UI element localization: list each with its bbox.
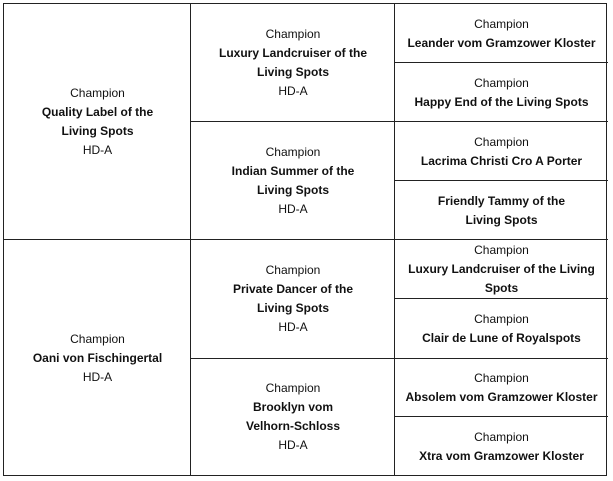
great-grandparent-cell: [395, 417, 608, 476]
grandparent-cell: [191, 4, 395, 122]
grandparent-cell: [191, 240, 395, 358]
dog-name: Lacrima Christi Cro A Porter: [420, 153, 583, 168]
dog-title: Champion: [474, 134, 529, 149]
dog-name: Friendly Tammy of the Living Spots: [437, 193, 566, 227]
dog-title: Champion: [265, 145, 321, 159]
dog-name: Leander vom Gramzower Kloster: [407, 35, 596, 50]
dog-title: Champion: [70, 331, 125, 346]
great-grandparent-cell: [395, 122, 608, 181]
dog-name: Oani von Fischingertal: [32, 350, 163, 365]
pedigree-table: [3, 3, 607, 476]
dog-title: Champion: [265, 27, 321, 41]
dog-title: Champion: [265, 381, 321, 395]
great-grandparent-cell: [395, 4, 608, 63]
dog-name: Absolem vom Gramzower Kloster: [405, 389, 598, 404]
dog-title: Champion: [474, 311, 529, 326]
dog-registration: HD-A: [278, 84, 308, 98]
great-grandparent-cell: [395, 358, 608, 417]
dog-registration: HD-A: [82, 143, 113, 157]
dog-registration: HD-A: [82, 369, 113, 384]
dog-title: Champion: [265, 263, 321, 277]
dog-title: Champion: [474, 75, 529, 90]
dog-name: Happy End of the Living Spots: [414, 94, 589, 109]
great-grandparent-cell: [395, 181, 608, 240]
sire-cell: [4, 4, 191, 240]
dog-name: Luxury Landcruiser of the Living Spots: [408, 262, 595, 295]
dog-name: Brooklyn vom Velhorn-Schloss: [245, 400, 341, 433]
grandparent-cell: [191, 122, 395, 240]
dog-title: Champion: [474, 16, 529, 31]
dog-title: Champion: [474, 429, 529, 444]
dog-name: Indian Summer of the Living Spots: [231, 164, 355, 197]
dog-registration: HD-A: [278, 202, 308, 216]
dog-title: Champion: [474, 243, 529, 257]
dog-title: Champion: [70, 86, 125, 100]
dog-name: Clair de Lune of Royalspots: [422, 330, 581, 345]
dog-name: Luxury Landcruiser of the Living Spots: [218, 46, 368, 79]
great-grandparent-cell: [395, 299, 608, 358]
dog-name: Quality Label of the Living Spots: [41, 105, 154, 138]
dog-registration: HD-A: [278, 320, 308, 334]
great-grandparent-cell: [395, 240, 608, 299]
grandparent-cell: [191, 358, 395, 476]
dog-title: Champion: [474, 370, 529, 385]
dog-registration: HD-A: [278, 438, 308, 452]
dog-name: Xtra vom Gramzower Kloster: [419, 448, 584, 463]
great-grandparent-cell: [395, 63, 608, 122]
dam-cell: [4, 240, 191, 476]
dog-name: Private Dancer of the Living Spots: [232, 282, 354, 315]
